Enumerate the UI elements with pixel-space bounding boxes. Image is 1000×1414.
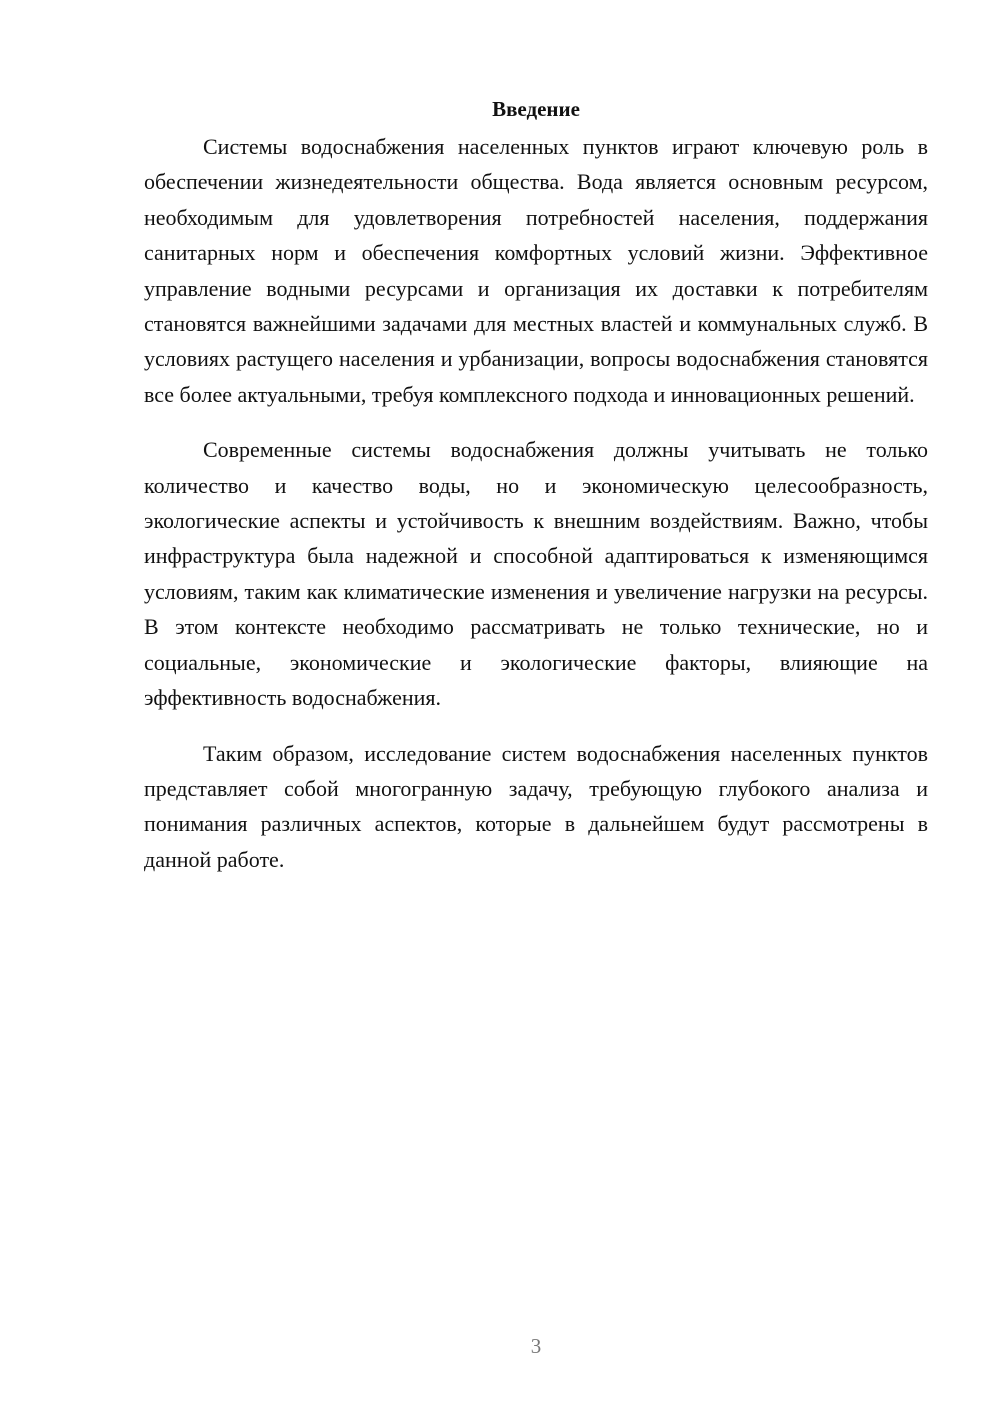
paragraph-3: Таким образом, исследование систем водоснабжения населенных пунктов представляет собой многогранную задачу, требующую глубокого анализа и понимания различных аспектов, которые в дальнейшем будут рассмотрены в данной работе. <box>144 740 928 872</box>
page-content <box>144 92 928 897</box>
paragraph-1: Системы водоснабжения населенных пунктов играют ключевую роль в обеспечении жизнедеятельности общества. Вода является основным ресурсом, необходимым для удовлетворения потребностей населения, поддержания санитарных норм и обеспечения комфортных условий жизни. Эффективное управление водными ресурсами и организация их доставки к потребителям становятся важнейшими задачами для местных властей и коммунальных служб. В условиях растущего населения и урбанизации, вопросы водоснабжения становятся все более актуальными, требуя комплексного подхода и инновационных решений. <box>144 134 928 407</box>
section-title: Введение <box>492 97 580 121</box>
paragraph-2: Современные системы водоснабжения должны учитывать не только количество и качество воды, но и экономическую целесообразность, экологические аспекты и устойчивость к внешним воздействиям. Важно, чтобы инфраструктура была надежной и способной адаптироваться к изменяющимся условиям, таким как климатические изменения и увеличение нагрузки на ресурсы. В этом контексте необходимо рассматривать не только технические, но и социальные, экономические и экологические факторы, влияющие на эффективность водоснабжения. <box>144 437 928 711</box>
page-number: 3 <box>530 1334 542 1358</box>
